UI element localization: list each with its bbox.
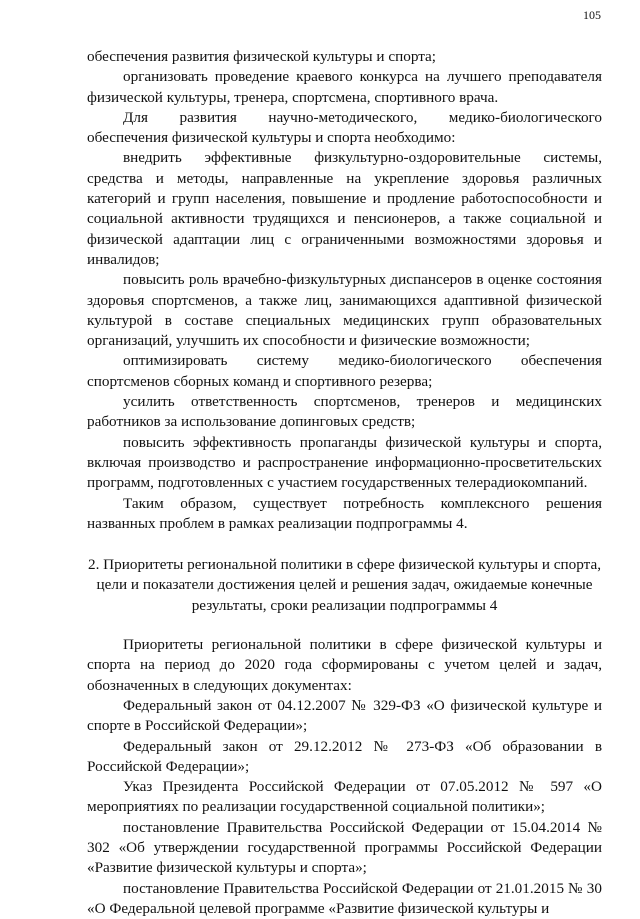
paragraph: постановление Правительства Российской Федерации от 21.01.2015 № 30 «О Федеральной целевой программе «Развитие физической культуры и (87, 879, 602, 917)
paragraph: усилить ответственность спортсменов, тренеров и медицинских работников за использование допинговых средств; (87, 393, 602, 431)
section-heading: 2. Приоритеты региональной политики в сфере физической культуры и спорта, цели и показатели достижения целей и решения задач, ожидаемые конечные результаты, сроки реализации подпрограммы 4 (87, 556, 602, 614)
paragraph: повысить роль врачебно-физкультурных диспансеров в оценке состояния здоровья спортсменов, а также лиц, занимающихся адаптивной физической культурой в составе специальных медицинских групп образовательных организаций, улучшить их способности и физические возможности; (87, 271, 602, 350)
paragraph: постановление Правительства Российской Федерации от 15.04.2014 № 302 «Об утверждении государственной программы Российской Федерации «Развитие физической культуры и спорта»; (87, 818, 602, 877)
paragraph: обеспечения развития физической культуры и спорта; (87, 48, 436, 65)
paragraph: Для развития научно-методического, медико-биологического обеспечения физической культуры и спорта необходимо: (87, 108, 602, 147)
paragraph: повысить эффективность пропаганды физической культуры и спорта, включая производство и распространение информационно-просветительских программ, подготовленных с участием государственных телерадиокомпаний. (87, 433, 602, 492)
paragraph: Указ Президента Российской Федерации от 07.05.2012 № 597 «О мероприятиях по реализации государственной социальной политики»; (87, 778, 602, 816)
paragraph: организовать проведение краевого конкурса на лучшего преподавателя физической культуры, тренера, спортсмена, спортивного врача. (87, 68, 602, 106)
paragraph: Федеральный закон от 04.12.2007 № 329-ФЗ «О физической культуре и спорте в Российской Федерации»; (87, 696, 602, 735)
paragraph: Федеральный закон от 29.12.2012 № 273-ФЗ «Об образовании в Российской Федерации»; (87, 737, 602, 775)
paragraph: Таким образом, существует потребность комплексного решения названных проблем в рамках реализации подпрограммы 4. (87, 494, 602, 532)
page-number: 105 (583, 8, 601, 22)
paragraph: Приоритеты региональной политики в сфере физической культуры и спорта на период до 2020 года сформированы с учетом целей и задач, обозначенных в следующих документах: (87, 636, 602, 694)
paragraph: оптимизировать систему медико-биологического обеспечения спортсменов сборных команд и спортивного резерва; (87, 352, 602, 390)
document-body (87, 47, 602, 919)
paragraph: внедрить эффективные физкультурно-оздоровительные системы, средства и методы, направленные на укрепление здоровья различных категорий и групп населения, повышение и продление работоспособности и социальной активности трудящихся и пенсионеров, а также социальной и физической адаптации лиц с ограниченными возможностями здоровья и инвалидов; (87, 149, 602, 268)
